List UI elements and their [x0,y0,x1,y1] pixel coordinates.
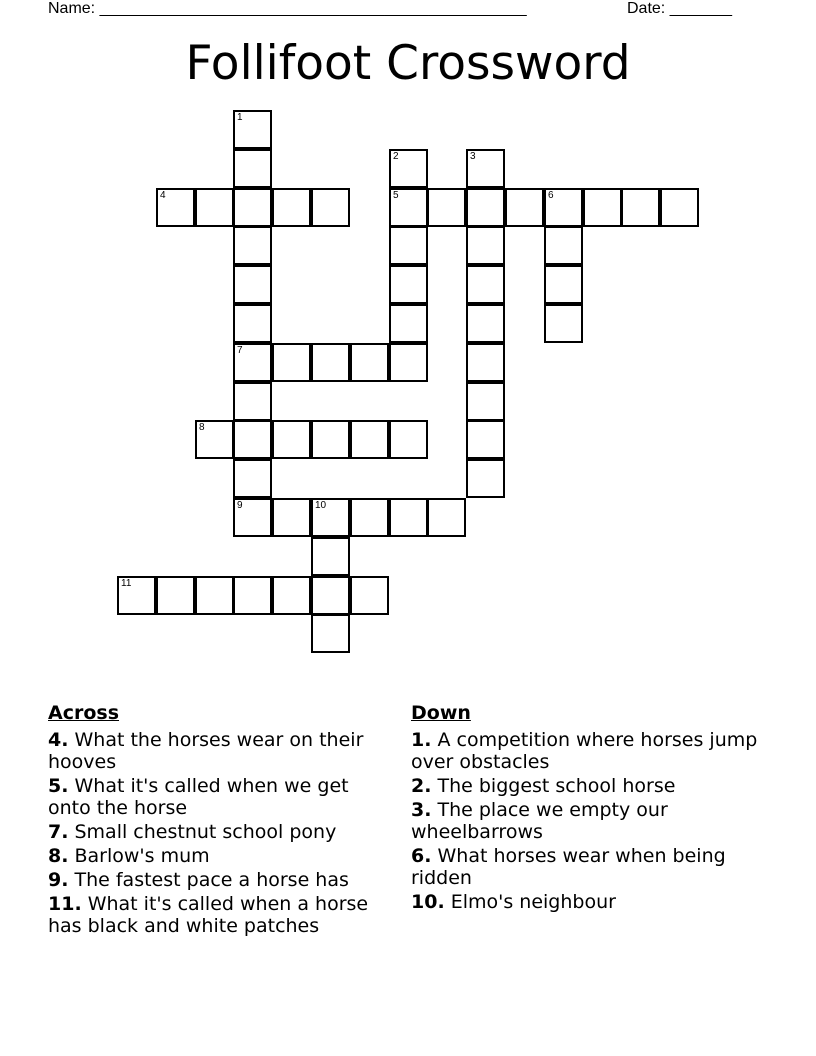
crossword-cell[interactable] [117,576,156,615]
crossword-cell[interactable] [233,576,272,615]
crossword-cell[interactable] [233,420,272,459]
clue-number: 6. [411,845,432,867]
cell-number: 11 [121,578,132,589]
crossword-cell[interactable] [544,226,583,265]
down-clues [411,702,761,915]
crossword-cell[interactable] [233,459,272,498]
clue-text: What it's called when we get onto the horse [48,775,349,819]
date-field-label: Date: _______ [627,0,732,17]
crossword-cell[interactable] [272,576,311,615]
crossword-cell[interactable] [466,149,505,188]
crossword-cell[interactable] [233,498,272,537]
crossword-cell[interactable] [389,304,428,343]
cell-number: 7 [237,345,243,356]
crossword-cell[interactable] [233,110,272,149]
clue-number: 3. [411,799,432,821]
down-heading: Down [411,702,471,724]
clue-number: 8. [48,845,69,867]
crossword-cell[interactable] [233,265,272,304]
clue-number: 4. [48,729,69,751]
clue-text: A competition where horses jump over obstacles [411,729,758,773]
across-heading: Across [48,702,120,724]
clue-text: The fastest pace a horse has [68,869,349,891]
clue-number: 2. [411,775,432,797]
crossword-cell[interactable] [156,188,195,227]
down-clue [411,775,761,797]
crossword-cell[interactable] [427,188,466,227]
crossword-cell[interactable] [389,265,428,304]
crossword-cell[interactable] [272,188,311,227]
crossword-cell[interactable] [389,226,428,265]
crossword-cell[interactable] [466,420,505,459]
crossword-cell[interactable] [311,188,350,227]
crossword-cell[interactable] [195,420,234,459]
clue-text: The biggest school horse [431,775,676,797]
clue-number: 10. [411,891,445,913]
page-title: Follifoot Crossword [185,36,631,91]
crossword-cell[interactable] [311,420,350,459]
clue-text: Small chestnut school pony [68,821,337,843]
crossword-cell[interactable] [466,459,505,498]
crossword-cell[interactable] [233,188,272,227]
crossword-cell[interactable] [272,343,311,382]
down-clue [411,729,761,773]
down-clue [411,845,761,889]
crossword-cell[interactable] [350,576,389,615]
crossword-cell[interactable] [350,498,389,537]
crossword-cell[interactable] [195,576,234,615]
cell-number: 6 [548,190,554,201]
crossword-cell[interactable] [544,188,583,227]
crossword-cell[interactable] [389,188,428,227]
crossword-cell[interactable] [350,343,389,382]
clue-number: 7. [48,821,69,843]
crossword-cell[interactable] [389,420,428,459]
crossword-cell[interactable] [466,265,505,304]
crossword-cell[interactable] [544,265,583,304]
crossword-cell[interactable] [389,498,428,537]
crossword-cell[interactable] [389,343,428,382]
clue-text: What horses wear when being ridden [411,845,726,889]
cell-number: 4 [160,190,166,201]
crossword-cell[interactable] [466,382,505,421]
clue-text: What the horses wear on their hooves [48,729,364,773]
crossword-cell[interactable] [272,498,311,537]
down-clue [411,891,761,913]
clue-text: What it's called when a horse has black and white patches [48,893,369,937]
across-clue [48,869,388,891]
crossword-cell[interactable] [233,343,272,382]
across-clue [48,775,388,819]
name-field-label: Name: ________________________________________________ [48,0,527,17]
across-clue [48,845,388,867]
crossword-cell[interactable] [660,188,699,227]
crossword-cell[interactable] [311,343,350,382]
crossword-cell[interactable] [466,188,505,227]
crossword-cell[interactable] [466,226,505,265]
crossword-cell[interactable] [233,226,272,265]
crossword-cell[interactable] [311,537,350,576]
crossword-cell[interactable] [389,149,428,188]
crossword-cell[interactable] [621,188,660,227]
cell-number: 2 [393,151,399,162]
crossword-cell[interactable] [233,304,272,343]
crossword-cell[interactable] [311,614,350,653]
crossword-cell[interactable] [156,576,195,615]
clue-number: 1. [411,729,432,751]
crossword-cell[interactable] [311,498,350,537]
crossword-cell[interactable] [272,420,311,459]
cell-number: 3 [470,151,476,162]
clue-text: Barlow's mum [68,845,210,867]
clue-text: The place we empty our wheelbarrows [411,799,668,843]
down-clue [411,799,761,843]
cell-number: 9 [237,500,243,511]
clue-number: 11. [48,893,82,915]
clue-text: Elmo's neighbour [444,891,616,913]
across-clue [48,729,388,773]
across-clues [48,702,388,939]
crossword-cell[interactable] [233,149,272,188]
cell-number: 10 [315,500,327,511]
crossword-cell[interactable] [505,188,544,227]
crossword-cell[interactable] [466,343,505,382]
crossword-cell[interactable] [583,188,622,227]
crossword-cell[interactable] [195,188,234,227]
cell-number: 5 [393,190,399,201]
across-clue [48,821,388,843]
cell-number: 8 [199,422,205,433]
across-clue [48,893,388,937]
crossword-cell[interactable] [233,382,272,421]
crossword-cell[interactable] [544,304,583,343]
cell-number: 1 [237,112,243,123]
clue-number: 9. [48,869,69,891]
crossword-cell[interactable] [466,304,505,343]
crossword-cell[interactable] [350,420,389,459]
clue-number: 5. [48,775,69,797]
crossword-cell[interactable] [427,498,466,537]
crossword-cell[interactable] [311,576,350,615]
